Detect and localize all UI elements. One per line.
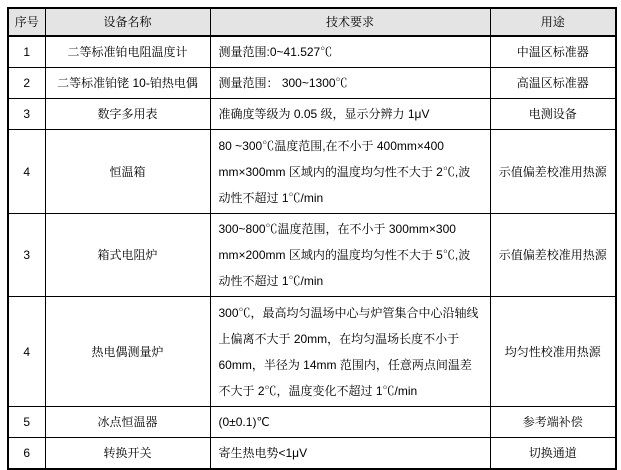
cell-use: 电测设备 <box>490 99 616 130</box>
table-row <box>8 214 616 297</box>
cell-index: 5 <box>8 407 45 438</box>
cell-name: 数字多用表 <box>45 99 210 130</box>
table-header-row <box>8 8 616 36</box>
column-header-use: 用途 <box>490 8 616 36</box>
cell-use: 高温区标准器 <box>490 68 616 99</box>
table-row <box>8 36 616 68</box>
column-header-index: 序号 <box>8 8 45 36</box>
table-body <box>8 36 616 469</box>
cell-tech: 300℃，最高均匀温场中心与炉管集合中心沿轴线上偏离不大于 20mm，在均匀温场长度不小于 60mm，半径为 14mm 范围内，任意两点间温差不大于 2℃，温度变化不超过 1℃/min <box>210 297 490 407</box>
cell-use: 参考端补偿 <box>490 407 616 438</box>
cell-use: 切换通道 <box>490 438 616 470</box>
equipment-table <box>7 7 617 470</box>
cell-tech: 寄生热电势<1μV <box>210 438 490 470</box>
cell-index: 4 <box>8 130 45 214</box>
cell-name: 转换开关 <box>45 438 210 470</box>
cell-use: 示值偏差校准用热源 <box>490 130 616 214</box>
cell-tech: 测量范围:0~41.527℃ <box>210 36 490 68</box>
column-header-name: 设备名称 <box>45 8 210 36</box>
cell-use: 中温区标准器 <box>490 36 616 68</box>
cell-name: 二等标准铂电阻温度计 <box>45 36 210 68</box>
table-row <box>8 99 616 130</box>
cell-use: 均匀性校准用热源 <box>490 297 616 407</box>
cell-index: 6 <box>8 438 45 470</box>
cell-tech: (0±0.1)℃ <box>210 407 490 438</box>
cell-index: 3 <box>8 214 45 297</box>
table-row <box>8 68 616 99</box>
cell-tech: 测量范围： 300~1300℃ <box>210 68 490 99</box>
cell-tech: 300~800℃温度范围，在不小于 300mm×300 mm×200mm 区域内的温度均匀性不大于 5℃,波动性不超过 1℃/min <box>210 214 490 297</box>
cell-tech: 80 ~300℃温度范围,在不小于 400mm×400 mm×300mm 区域内的温度均匀性不大于 2℃,波动性不超过 1℃/min <box>210 130 490 214</box>
cell-name: 恒温箱 <box>45 130 210 214</box>
cell-index: 2 <box>8 68 45 99</box>
column-header-tech: 技术要求 <box>210 8 490 36</box>
cell-index: 4 <box>8 297 45 407</box>
cell-name: 热电偶测量炉 <box>45 297 210 407</box>
cell-name: 二等标准铂铑 10-铂热电偶 <box>45 68 210 99</box>
cell-name: 冰点恒温器 <box>45 407 210 438</box>
table-row <box>8 130 616 214</box>
table-row <box>8 407 616 438</box>
cell-index: 1 <box>8 36 45 68</box>
cell-name: 箱式电阻炉 <box>45 214 210 297</box>
table-row <box>8 297 616 407</box>
cell-tech: 准确度等级为 0.05 级，显示分辨力 1μV <box>210 99 490 130</box>
cell-index: 3 <box>8 99 45 130</box>
cell-use: 示值偏差校准用热源 <box>490 214 616 297</box>
table-row <box>8 438 616 470</box>
